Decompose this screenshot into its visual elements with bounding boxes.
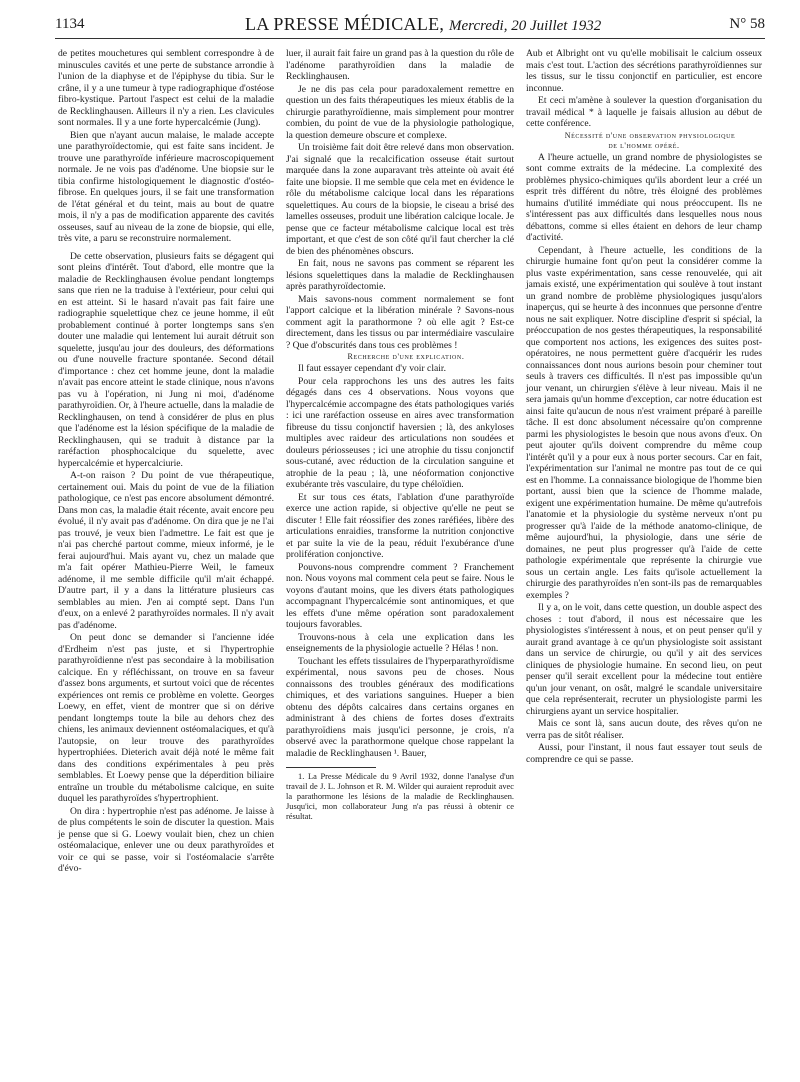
paragraph: Il y a, on le voit, dans cette question, un double aspect des choses : tout d'abord, il nous est nécessaire que les physiologistes s'intéressent à nous, et on peut penser qu'il y aurait grand avantage à ce qu'un physiologiste soit assistant dans un service de chirurgie, ou qu'il y ait des services cliniques de physiologie humaine. En second lieu, on peut penser qu'il serait excellent pour la médecine tout entière qu'un jour venant, on osât, malgré le scandale universitaire que cela représenterait, recruter un physiologiste parmi les chirurgiens ayant un service hospitalier.	[526, 602, 762, 717]
paragraph: luer, il aurait fait faire un grand pas à la question du rôle de l'adénome parathyroïdien dans la maladie de Recklinghausen.	[286, 48, 514, 82]
paragraph: Aussi, pour l'instant, il nous faut essayer tout seuls de comprendre ce qui se passe.	[526, 742, 762, 765]
paragraph: En fait, nous ne savons pas comment se réparent les lésions squelettiques dans la maladie de Recklinghausen après parathyroïdectomie.	[286, 258, 514, 292]
paragraph: Pour cela rapprochons les uns des autres les faits dégagés dans ces 4 observations. Nous voyons que l'hypercalcémie accompagne des états pathologiques variés : ici une raréfaction osseuse en aires avec transformation fibreuse du tissu conjonctif haversien ; là, des ankyloses multiples avec raideur des articulations non soudées et douleurs périosseuses ; ici une atrophie du tissu conjonctif sous-cutané, avec réduction de la circulation sanguine et atrophie de la peau ; là, une néoformation conjonctive exubérante très vasculaire, du type chéloïdien.	[286, 375, 514, 490]
journal-title	[245, 14, 601, 35]
section-heading-text: Recherche d'une explication.	[347, 352, 465, 361]
section-heading-line-1: Nécessité d'une observation physiologique	[564, 130, 736, 140]
paragraph: Et ceci m'amène à soulever la question d'organisation du travail médical * à laquelle je faisais allusion au début de cette conférence.	[526, 95, 762, 129]
paragraph: Trouvons-nous à cela une explication dans les enseignements de la physiologie actuelle ? Hélas ! non.	[286, 631, 514, 654]
paragraph: Touchant les effets tissulaires de l'hyperparathyroïdisme expérimental, nous savons peu de choses. Nous connaissons des troubles généraux des modifications chimiques, et des variations sanguines. Hueper a bien obtenu des dépôts calcaires dans certains organes en administrant à des chiens de fortes doses d'extraits parathyroïdiens mais jusqu'ici personne, je crois, n'a observé avec la parathormone quelque chose rappelant la maladie de Recklinghausen ¹. Bauer,	[286, 655, 514, 759]
paragraph: Il faut essayer cependant d'y voir clair.	[298, 363, 446, 374]
footnote-rule	[286, 767, 376, 768]
section-heading	[286, 352, 514, 362]
paragraph: On dira : hypertrophie n'est pas adénome. Je laisse à de plus compétents le soin de discuter la question. Mais je pense que si G. Loewy voulait bien, chez un chien ostéomalacique, enlever une ou deux parathyroïdes et voir ce qui se passe, voir si l'ostéomalacie s'arrête d'évo-	[58, 805, 274, 874]
issue-number: N° 58	[729, 16, 765, 32]
paragraph: De cette observation, plusieurs faits se dégagent qui sont pleins d'intérêt. Tout d'abord, elle montre que la maladie de Recklinghausen évolue pendant longtemps sans que rien ne la traduise à l'extérieur, pour celui qui en est atteint. Si le hasard n'avait pas fait faire une radiographie squelettique chez ce jeune homme, il eût probablement continué à porter longtemps sans s'en douter une maladie qui lentement lui aurait détruit son squelette, jusqu'au jour des douleurs, des déformations ou d'une nouvelle fracture spontanée. Second détail d'importance : chez cet homme jeune, dont la maladie n'avait pas encore atteint le stade clinique, nous n'avons pas vu à l'opération, ni Jung ni moi, d'adénome parathyroïdien. Or, à l'heure actuelle, dans la maladie de Recklinghausen, on tend à considérer de plus en plus que l'adénome est la lésion spécifique de la maladie de Recklinghausen, qui se traduit à distance par la raréfaction phosphocalcique du squelette, avec hypercalcémie et hypercalciurie.	[58, 250, 274, 469]
paragraph: Je ne dis pas cela pour paradoxalement remettre en question un des faits thérapeutiques les mieux établis de la chirurgie parathyroïdienne, mais simplement pour montrer combien, du point de vue de la physiologie pathologique, la question demeure obscure et complexe.	[286, 83, 514, 141]
paragraph: A l'heure actuelle, un grand nombre de physiologistes se sont comme extraits de la médecine. La complexité des problèmes physico-chimiques qu'ils abordent leur a créé un esprit très différent du nôtre, très éloigné des problèmes humains d'utilité immédiate qui nous préoccupent. Ils ne s'intéressent pas aux difficultés dans lesquelles nous nous débattons, comme si elles étaient en dehors de leur champ d'activité.	[526, 151, 762, 243]
footnote: 1. La Presse Médicale du 9 Avril 1932, donne l'analyse d'un travail de J. L. Johnson et R. M. Wilder qui auraient reproduit avec la parathormone les lésions de la maladie de Recklinghausen. Jusqu'ici, mon collaborateur Jung n'a pas réussi à obtenir ce résultat.	[286, 772, 514, 821]
journal-name: LA PRESSE MÉDICALE,	[245, 14, 445, 34]
column-1	[58, 48, 274, 876]
paragraph: Pouvons-nous comprendre comment ? Franchement non. Nous voyons mal comment cela peut se faire. Nous le voyons d'autant moins, que les divers états pathologiques accompagnant l'hypercalcémie sont antinomiques, et que les effets d'une même opération sont paradoxalement toujours favorables.	[286, 561, 514, 630]
column-3	[526, 48, 762, 766]
paragraph: Cependant, à l'heure actuelle, les conditions de la chirurgie humaine font qu'on peut la considérer comme la plus vaste expérimentation, sans cesse renouvelée, qui ait jamais existé, une expérimentation qui soulève à tout instant un grand nombre de problème physiologiques jusqu'alors inaperçus, qui se heurte à des inconnues que personne d'entre nous ne sait expliquer. Notre discipline d'esprit si spécial, la préoccupation de nos gestes thérapeutiques, la responsabilité que comportent nos actions, les exigences des suites post-opératoires, ne nous permettent guère d'acquérir les rudes connaissances dont nous aurions besoin pour cheminer tout seuls à travers ces difficultés. Il n'est pas impossible qu'un jour venant, un chirurgien s'élève à leur niveau. Mais il ne sera jamais qu'un homme d'exception, car notre éducation est ainsi faite qu'aucun de nous n'est vraiment préparé à pareille tâche. Il est donc absolument nécessaire qu'on comprenne parmi les physiologistes le besoin que nous avons d'eux. On peut ajouter qu'ils doivent comprendre du même coup l'intérêt qu'il y a pour eux à nous porter secours. Car en fait, l'expérimentation sur l'animal ne montre pas tout de ce qui est en l'homme. La connaissance biologique de l'homme bien portant, aussi bien que la science de l'homme malade, exigent une expérimentation humaine. De même qu'autrefois l'anatomie et la physiologie du système nerveux n'ont pu progresser qu'à l'aide de la méthode anatomo-clinique, de même aujourd'hui, la physiologie, dans une série de domaines, ne peut plus progresser qu'à l'aide de cette pathologie expérimentale que représente la chirurgie vue sous un certain angle. Les faits qu'isole actuellement la chirurgie des parathyroïdes n'en sont-ils pas de remarquables exemples ?	[526, 244, 762, 601]
paragraph: A-t-on raison ? Du point de vue thérapeutique, certainement oui. Mais du point de vue de la filiation pathologique, ce n'est pas encore absolument démontré. Dans mon cas, la maladie était récente, avait encore peu évolué, il n'y avait pas d'adénome. On dira que je ne l'ai pas trouvé, je veux bien l'admettre. Le fait est que je n'ai pas cherché partout comme, mieux informé, je le ferai aujourd'hui. Mais ayant vu, chez un malade que m'a fait opérer Mathieu-Pierre Weil, le fameux adénome, il me semble difficile qu'il m'ait échappé. D'autre part, il y a dans la littérature plusieurs cas semblables au mien. J'en ai compté sept. Dans l'un d'eux, on a enlevé 2 parathyroïdes normales. Il n'y avait pas d'adénome.	[58, 470, 274, 631]
issue-date: Mercredi, 20 Juillet 1932	[449, 18, 602, 34]
section-heading	[526, 131, 762, 151]
paragraph: de petites mouchetures qui semblent correspondre à de minuscules cavités et une perte de substance arrondie à l'union de la diaphyse et de l'épiphyse du tibia. Sur le crâne, il y a une tumeur à type radiographique d'ostéose fibro-kystique. Partout l'aspect est celui de la maladie de Recklinghausen. Ailleurs il n'y a rien. Les clavicules sont normales. Il y a une forte hypercalcémie (Jung).	[58, 48, 274, 128]
paragraph: Mais ce sont là, sans aucun doute, des rêves qu'on ne verra pas de sitôt réaliser.	[526, 718, 762, 741]
header-rule	[55, 38, 765, 39]
paragraph: Et sur tous ces états, l'ablation d'une parathyroïde exerce une action rapide, si objective qu'elle ne peut se discuter ! Elle fait réossifier des zones raréfiées, libère des articulations enraidies, transforme la nutrition conjonctive et par suite la vie de la peau, réduit l'exubérance d'une prolifération conjonctive.	[286, 491, 514, 560]
page-number: 1134	[55, 16, 85, 32]
section-heading-line-2: de l'homme opéré.	[608, 140, 680, 150]
paragraph: On peut donc se demander si l'ancienne idée d'Erdheim n'est pas juste, et si l'hypertrophie parathyroïdienne n'est pas secondaire à la mobilisation calcique. En y réfléchissant, on trouve en sa faveur d'assez bons arguments, et surtout voici que de récentes expériences ont remis ce problème en volette. Georges Loewy, en effet, vient de montrer que si on dérive pendant longtemps toute la bile au dehors chez des chiens, les animaux deviennent ostéomalaciques, et qu'à l'autopsie, on leur trouve des parathyroïdes hypertrophiées. Dieterich avait déjà noté le même fait dans des conditions expérimentales à peu près semblables. Et Loewy pense que la déperdition biliaire entraîne un trouble du métabolisme calcique, en suite duquel les parathyroïdes s'hypertrophient.	[58, 632, 274, 804]
paragraph: Un troisième fait doit être relevé dans mon observation. J'ai signalé que la recalcification osseuse était surtout marquée dans la zone auparavant très atteinte où avait été faite une biopsie. Il me semble que cela met en évidence le rôle du métabolisme calcique local dans les réparations squelettiques. Au cours de la biopsie, le ciseau a brisé des lamelles osseuses, produit une libération calcique locale. Je pense que ce facteur métabolisme calcique local est très important, et que c'est de son côté qu'il faut chercher la clé de bien des phénomènes obscurs.	[286, 142, 514, 257]
paragraph: Mais savons-nous comment normalement se font l'apport calcique et la libération minérale ? Savons-nous comment agit la parathormone ? où elle agit ? Est-ce directement, dans les tissus ou par intermédiaire vasculaire ? Que d'obscurités dans tous ces problèmes !	[286, 293, 514, 351]
paragraph: Aub et Albright ont vu qu'elle mobilisait le calcium osseux mais c'est tout. L'action des sécrétions parathyroïdiennes sur les tissus, sur le tissu conjonctif en particulier, est encore inconnue.	[526, 48, 762, 94]
running-header	[55, 14, 765, 36]
paragraph: Bien que n'ayant aucun malaise, le malade accepte une parathyroïdectomie, qui est faite sans incident. Je trouve une parathyroïde inférieure macroscopiquement normale. Je ne vois pas d'adénome. Une biopsie sur le tibia confirme histologiquement le diagnostic d'ostéo-fibrose. En quelques jours, il se fait une transformation de l'état général et du teint, mais au bout de quatre mois, il n'y a pas de modification apparente des cavités osseuses, sauf au niveau de la zone de biopsie, qui elle, très vite, a paru se reconstruire normalement.	[58, 129, 274, 244]
column-2	[286, 48, 514, 823]
